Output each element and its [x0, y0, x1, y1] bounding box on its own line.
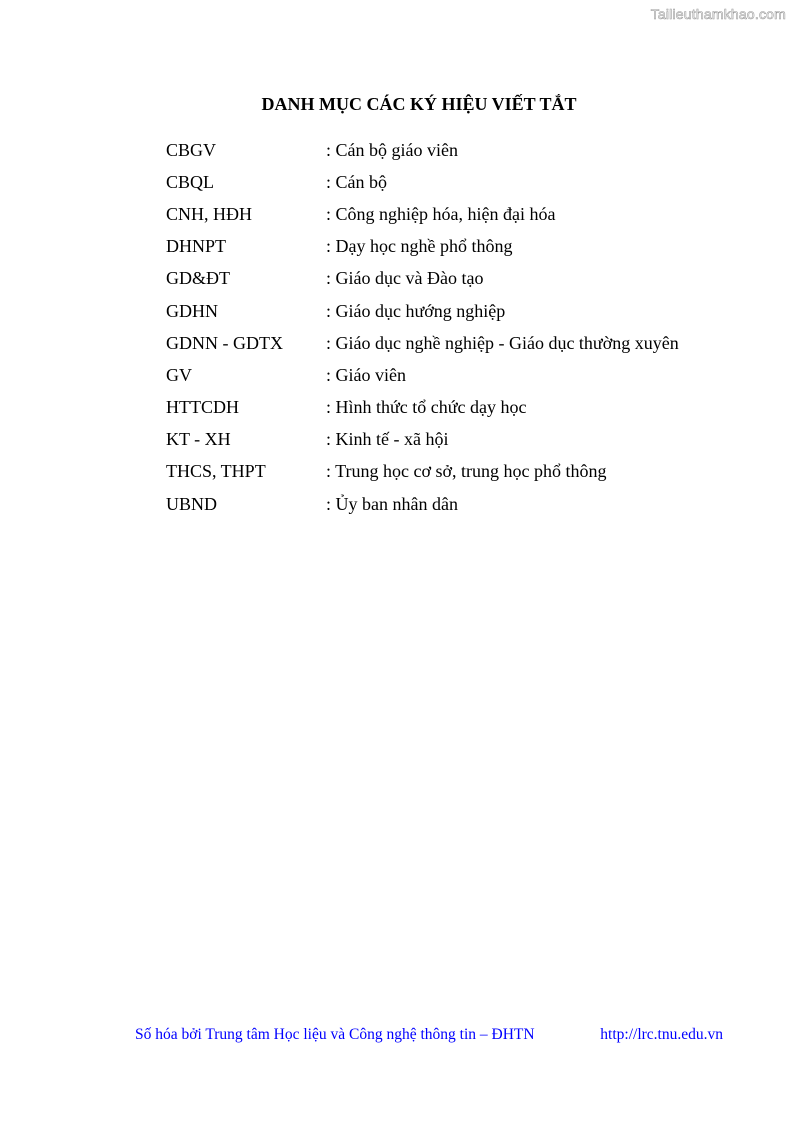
- abbreviation-term: UBND: [166, 493, 218, 514]
- abbreviation-definition: : Giáo dục hướng nghiệp: [326, 300, 506, 321]
- abbreviation-list: [166, 134, 679, 520]
- abbreviation-term: DHNPT: [166, 236, 227, 257]
- abbreviation-term: KT - XH: [166, 429, 231, 450]
- abbreviation-row: [166, 392, 679, 424]
- abbreviation-row: [166, 231, 679, 263]
- abbreviation-row: [166, 166, 679, 198]
- abbreviation-row: [166, 359, 679, 391]
- abbreviation-term: GD&ĐT: [166, 268, 230, 289]
- abbreviation-term: THCS, THPT: [166, 461, 266, 482]
- abbreviation-row: [166, 456, 679, 488]
- page-title: DANH MỤC CÁC KÝ HIỆU VIẾT TẮT: [261, 94, 577, 114]
- page-footer: [135, 1026, 723, 1044]
- abbreviation-row: [166, 263, 679, 295]
- abbreviation-definition: : Dạy học nghề phổ thông: [326, 236, 513, 257]
- abbreviation-term: CBQL: [166, 171, 215, 192]
- abbreviation-term: CNH, HĐH: [166, 203, 253, 224]
- footer-digitization-note: Số hóa bởi Trung tâm Học liệu và Công nghệ thông tin – ĐHTN: [135, 1026, 535, 1043]
- abbreviation-row: [166, 327, 679, 359]
- footer-url: http://lrc.tnu.edu.vn: [600, 1026, 723, 1043]
- abbreviation-row: [166, 295, 679, 327]
- abbreviation-row: [166, 198, 679, 230]
- abbreviation-definition: : Trung học cơ sở, trung học phổ thông: [326, 461, 607, 482]
- abbreviation-definition: : Giáo viên: [326, 364, 406, 385]
- abbreviation-definition: : Kinh tế - xã hội: [326, 429, 449, 450]
- abbreviation-term: GV: [166, 364, 192, 385]
- abbreviation-definition: : Hình thức tổ chức dạy học: [326, 397, 527, 418]
- abbreviation-definition: : Cán bộ giáo viên: [326, 139, 458, 160]
- abbreviation-definition: : Giáo dục nghề nghiệp - Giáo dục thường xuyên: [326, 332, 679, 353]
- abbreviation-definition: : Ủy ban nhân dân: [326, 493, 458, 514]
- abbreviation-definition: : Công nghiệp hóa, hiện đại hóa: [326, 203, 556, 224]
- abbreviation-term: CBGV: [166, 139, 217, 160]
- abbreviation-row: [166, 424, 679, 456]
- abbreviation-row: [166, 134, 679, 166]
- abbreviation-term: GDNN - GDTX: [166, 332, 283, 353]
- abbreviation-term: HTTCDH: [166, 397, 239, 418]
- abbreviation-definition: : Cán bộ: [326, 171, 387, 192]
- abbreviation-row: [166, 488, 679, 520]
- abbreviation-term: GDHN: [166, 300, 218, 321]
- abbreviation-definition: : Giáo dục và Đào tạo: [326, 268, 484, 289]
- watermark: Tailieuthamkhao.com: [650, 6, 786, 22]
